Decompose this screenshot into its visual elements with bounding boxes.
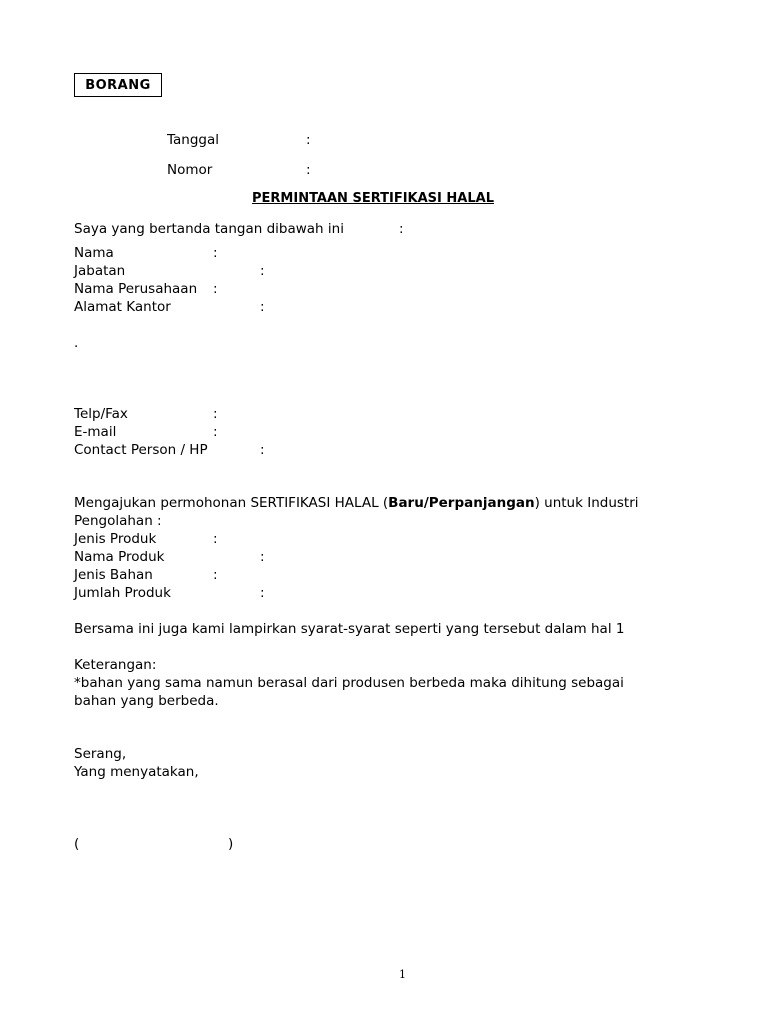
alamat-colon: : xyxy=(260,299,265,315)
page-number: 1 xyxy=(399,968,406,981)
alamat-dot: . xyxy=(74,335,79,351)
signature-close-paren: ) xyxy=(228,836,234,852)
request-prefix: Mengajukan permohonan SERTIFIKASI HALAL ( xyxy=(74,495,389,511)
contact-label: Contact Person / HP xyxy=(74,442,208,458)
alamat-label: Alamat Kantor xyxy=(74,299,171,315)
email-label: E-mail xyxy=(74,424,117,440)
request-suffix: ) untuk Industri xyxy=(534,495,639,511)
tanggal-label: Tanggal xyxy=(167,132,220,148)
notes-line-1: *bahan yang sama namun berasal dari produsen berbeda maka dihitung sebagai xyxy=(74,675,624,691)
telp-colon: : xyxy=(213,406,218,422)
nama-colon: : xyxy=(213,245,218,261)
nama-produk-colon: : xyxy=(260,549,265,565)
request-line-1 xyxy=(74,494,639,512)
perusahaan-label: Nama Perusahaan xyxy=(74,281,198,297)
jenis-produk-colon: : xyxy=(213,531,218,547)
signature-open-paren: ( xyxy=(74,836,80,852)
email-colon: : xyxy=(213,424,218,440)
jenis-bahan-colon: : xyxy=(213,567,218,583)
intro-text: Saya yang bertanda tangan dibawah ini xyxy=(74,221,344,237)
perusahaan-colon: : xyxy=(213,281,218,297)
notes-label: Keterangan: xyxy=(74,657,157,673)
request-type: Baru/Perpanjangan xyxy=(388,495,535,511)
closing-declarant: Yang menyatakan, xyxy=(74,764,199,780)
attachment-text: Bersama ini juga kami lampirkan syarat-syarat seperti yang tersebut dalam hal 1 xyxy=(74,621,625,637)
jumlah-produk-colon: : xyxy=(260,585,265,601)
jumlah-produk-label: Jumlah Produk xyxy=(74,585,171,601)
tanggal-colon: : xyxy=(306,132,311,148)
nama-label: Nama xyxy=(74,245,114,261)
intro-colon: : xyxy=(399,221,404,237)
nomor-colon: : xyxy=(306,162,311,178)
closing-place: Serang, xyxy=(74,746,127,762)
jenis-produk-label: Jenis Produk xyxy=(74,531,157,547)
document-title: PERMINTAAN SERTIFIKASI HALAL xyxy=(252,191,494,206)
contact-colon: : xyxy=(260,442,265,458)
form-label-box xyxy=(74,73,162,97)
jabatan-colon: : xyxy=(260,263,265,279)
request-line-2: Pengolahan : xyxy=(74,513,162,529)
nomor-label: Nomor xyxy=(167,162,213,178)
nama-produk-label: Nama Produk xyxy=(74,549,165,565)
form-label: BORANG xyxy=(85,77,151,93)
notes-line-2: bahan yang berbeda. xyxy=(74,693,219,709)
jabatan-label: Jabatan xyxy=(74,263,126,279)
telp-label: Telp/Fax xyxy=(74,406,128,422)
jenis-bahan-label: Jenis Bahan xyxy=(74,567,153,583)
